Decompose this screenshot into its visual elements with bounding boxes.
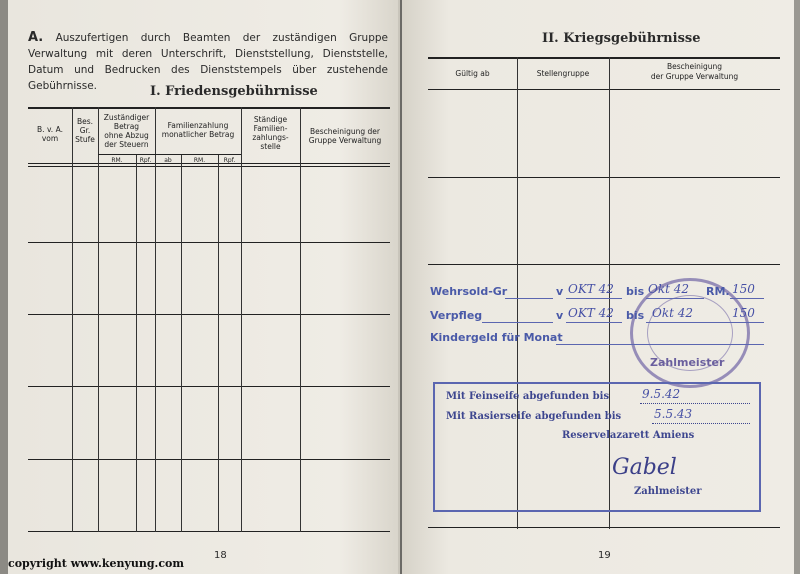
book-edge-right [794,0,800,574]
instruction-text: Auszufertigen durch Beamten der zuständigen Gruppe Verwaltung mit deren Unterschrift, Dienststellung, Dienststelle, Datum und Bedrucken des Dienststempels über zustehende Gebührnisse. [28,32,388,92]
wehrsold-label: Wehrsold-Gr [430,285,508,298]
col-besch-r-1: Bescheinigung [666,62,723,71]
stamp-signature: Gabel [612,455,677,480]
wehrsold-from: OKT 42 [568,282,614,296]
stamp-rasierseife-date: 5.5.43 [654,407,693,421]
col-bes-stufe: Stufe [75,135,95,144]
wehrsold-amount: 150 [732,282,755,296]
col-betrag-rm: RM. [111,157,123,164]
verpfleg-label: Verpfleg [430,309,483,322]
right-title: II. Kriegsgebührnisse [542,31,701,46]
col-fam-rm: RM. [193,157,206,164]
wehrsold-bis: bis [626,285,645,298]
col-besch-2: Gruppe Verwaltung [308,136,382,145]
peace-pay-table [28,107,390,532]
col-bes-gr: Gr. [79,126,91,135]
verpfleg-to: Okt 42 [652,306,694,320]
col-betrag-2: Betrag [113,122,140,131]
verpfleg-bis: bis [626,309,645,322]
col-besch-r-2: der Gruppe Verwaltung [650,72,739,81]
col-fam-1: Familienzahlung [167,121,229,130]
kindergeld-label: Kindergeld für Monat [430,331,563,344]
col-bva-sub: vom [41,134,59,143]
page-number-right: 19 [598,550,611,561]
col-betrag-rpf: Rpf. [139,157,152,164]
col-stfam-1: Ständige [253,115,288,124]
stamp-line-feinseife: Mit Feinseife abgefunden bis [446,391,610,402]
left-title: I. Friedensgebührnisse [150,84,318,99]
wehrsold-to: Okt 42 [648,282,690,296]
wehrsold-rm: RM. [706,285,730,298]
col-betrag-3: ohne Abzug [104,131,149,140]
col-stellengruppe: Stellengruppe [536,69,590,78]
stamp-feinseife-date: 9.5.42 [642,387,681,401]
col-bes: Bes. [76,117,94,126]
page-number-left: 18 [214,550,227,561]
col-stfam-3: zahlungs- [252,133,289,142]
book-edge-left [0,0,8,574]
col-besch-1: Bescheinigung der [310,127,380,136]
stamp-line-rasierseife: Mit Rasierseife abgefunden bis [446,411,622,422]
verpfleg-v: v [556,309,564,322]
stamp-zahlmeister: Zahlmeister [634,486,702,497]
col-betrag-1: Zuständiger [103,113,150,122]
stamp-lazarett: Reservelazarett Amiens [562,430,695,441]
col-betrag-4: der Steuern [104,140,149,149]
col-fam-2: monatlicher Betrag [161,130,235,139]
copyright-watermark: copyright www.kenyung.com [8,557,185,570]
col-stfam-2: Familien- [253,124,288,133]
col-stfam-4: stelle [260,142,281,151]
verpfleg-from: OKT 42 [568,306,614,320]
col-bva: B. v. A. [37,125,63,134]
col-fam-rpf: Rpf. [223,157,236,164]
instruction-letter: A. [28,30,44,45]
col-gueltig: Gültig ab [455,69,490,78]
round-stamp-zahlmeister: Zahlmeister [650,356,725,369]
verpfleg-amount: 150 [732,306,755,320]
col-fam-ab: ab [164,157,172,164]
wehrsold-v: v [556,285,564,298]
